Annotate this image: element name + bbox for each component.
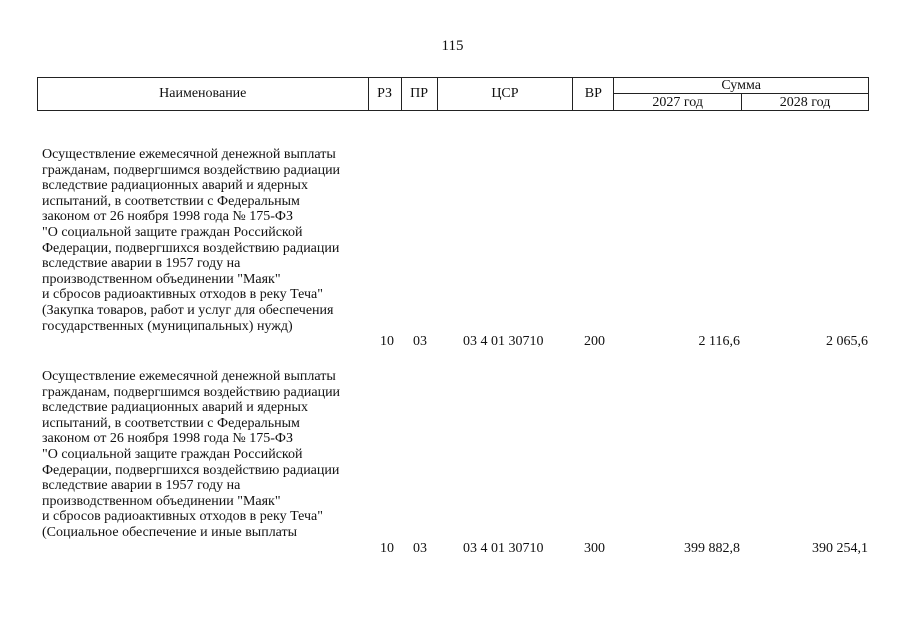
row-sum-2028: 2 065,6 <box>826 334 868 349</box>
header-rz: РЗ <box>368 78 401 111</box>
header-name: Наименование <box>38 78 369 111</box>
row-csr: 03 4 01 30710 <box>463 334 544 349</box>
header-year-2028: 2028 год <box>742 94 869 111</box>
row-pr: 03 <box>413 541 427 556</box>
row-pr: 03 <box>413 334 427 349</box>
table-header <box>37 77 869 111</box>
row-sum-2027: 399 882,8 <box>684 541 740 556</box>
row-sum-2027: 2 116,6 <box>698 334 740 349</box>
row-sum-2028: 390 254,1 <box>812 541 868 556</box>
header-vr: ВР <box>573 78 614 111</box>
header-sum: Сумма <box>614 78 869 94</box>
row-csr: 03 4 01 30710 <box>463 541 544 556</box>
header-pr: ПР <box>401 78 437 111</box>
page-number: 115 <box>441 38 464 54</box>
row-rz: 10 <box>380 541 394 556</box>
row-vr: 200 <box>584 334 605 349</box>
header-year-2027: 2027 год <box>614 94 742 111</box>
row-description: Осуществление ежемесячной денежной выплаты гражданам, подвергшимся воздействию радиации вследствие радиационных аварий и ядерных испытаний, в соответствии с Федеральным законом от 26 ноября 1998 года № 175-ФЗ "О социальной защите граждан Российской Федерации, подвергшихся воздействию радиации вследствие аварии в 1957 году на производственном объединении "Маяк" и сбросов радиоактивных отходов в реку Теча" (Закупка товаров, работ и услуг для обеспечения государственных (муниципальных) нужд) <box>42 147 341 334</box>
row-rz: 10 <box>380 334 394 349</box>
row-vr: 300 <box>584 541 605 556</box>
header-csr: ЦСР <box>437 78 573 111</box>
row-description: Осуществление ежемесячной денежной выплаты гражданам, подвергшимся воздействию радиации вследствие радиационных аварий и ядерных испытаний, в соответствии с Федеральным законом от 26 ноября 1998 года № 175-ФЗ "О социальной защите граждан Российской Федерации, подвергшихся воздействию радиации вследствие аварии в 1957 году на производственном объединении "Маяк" и сбросов радиоактивных отходов в реку Теча" (Социальное обеспечение и иные выплаты <box>42 369 341 540</box>
